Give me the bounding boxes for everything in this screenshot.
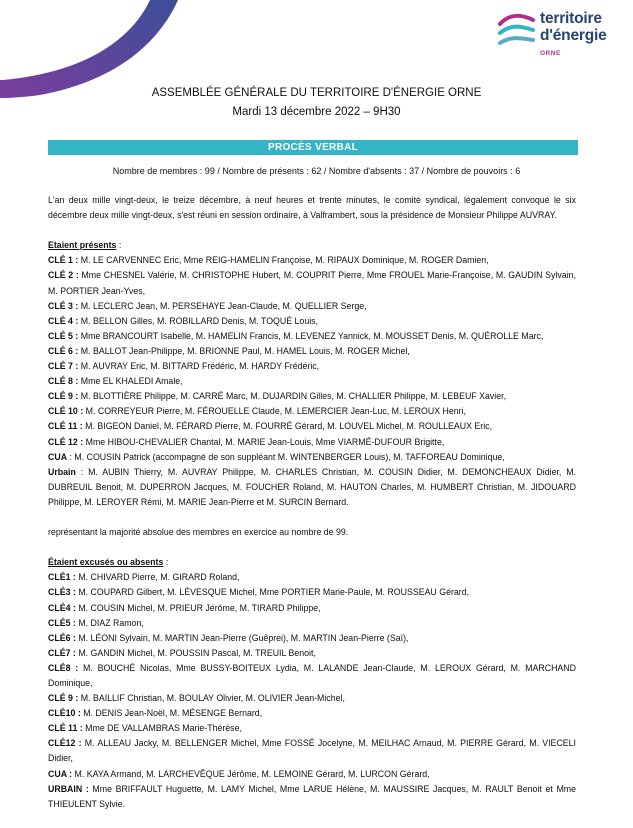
present-row bbox=[48, 359, 576, 374]
brand-logo bbox=[497, 10, 633, 62]
absent-row bbox=[48, 601, 576, 616]
present-heading bbox=[48, 238, 576, 253]
present-heading-suffix: : bbox=[116, 240, 122, 251]
present-row-names: : M. AUBIN Thierry, M. AUVRAY Philippe, M. CHARLES Christian, M. COUSIN Didier, M. DEMONCHEAUX Didier, M. DUBREUIL Benoit, M. DUPERRON Jacques, M. FOUCHER Roland, M. HAUTON Charles, M. HUMBERT Christian, M. JIDOUARD Philippe, M. LEROYER Rémi, M. MARIE Jean-Pierre et M. SURCIN Bernard. bbox=[48, 466, 576, 507]
present-row-label: CLÉ 11 : bbox=[48, 421, 83, 432]
absent-row-label: CLÉ10 : bbox=[48, 708, 81, 719]
document-title: ASSEMBLÉE GÉNÉRALE DU TERRITOIRE D'ÉNERGIE ORNE bbox=[151, 87, 482, 99]
absent-row-label: CLÉ8 : bbox=[48, 662, 79, 673]
present-row-label: CLÉ 10 : bbox=[48, 406, 84, 417]
present-row-label: CLÉ 9 : bbox=[48, 391, 79, 402]
present-row-names: M. CORREYEUR Pierre, M. FÉROUELLE Claude, M. LEMERCIER Jean-Luc, M. LEROUX Henri, bbox=[83, 406, 466, 417]
absent-heading-suffix: : bbox=[163, 557, 169, 568]
absent-row-names: M. DIAZ Ramon, bbox=[75, 617, 144, 628]
present-row bbox=[48, 374, 576, 389]
present-row bbox=[48, 344, 576, 359]
logo-line-3: ORNE bbox=[540, 50, 561, 57]
absent-row bbox=[48, 570, 576, 585]
absent-row-label: CLÉ 9 : bbox=[48, 693, 79, 704]
absent-row-label: CLÉ1 : bbox=[48, 572, 76, 583]
absent-row-names: M. LÉONI Sylvain, M. MARTIN Jean-Pierre (Guêprei), M. MARTIN Jean-Pierre (Saï), bbox=[75, 632, 409, 643]
intro-paragraph: L'an deux mille vingt-deux, le treize décembre, à neuf heures et trente minutes, le comité syndical, légalement convoqué le six décembre deux mille vingt-deux, s'est réuni en session ordinaire, à Valframbert, sous la présidence de Monsieur Philippe AUVRAY. bbox=[48, 195, 576, 221]
absent-row bbox=[48, 616, 576, 631]
present-row-names: M. AUVRAY Eric, M. BITTARD Frédéric, M. HARDY Frédéric, bbox=[78, 361, 320, 372]
present-row-names: M. BLOTTIÈRE Philippe, M. CARRÉ Marc, M. DUJARDIN Gilles, M. CHALLIER Philippe, M. LEBEUF Xavier, bbox=[78, 391, 507, 402]
absent-row-label: CUA : bbox=[48, 768, 73, 779]
absent-list bbox=[48, 570, 576, 812]
present-row-names: Mme EL KHALEDI Amale, bbox=[78, 376, 183, 387]
absent-row bbox=[48, 767, 576, 782]
present-row bbox=[48, 253, 576, 268]
present-row-label: CLÉ 12 : bbox=[48, 436, 84, 447]
present-row bbox=[48, 299, 576, 314]
present-row-names: Mme CHESNEL Valérie, M. CHRISTOPHE Hubert, M. COUPRIT Pierre, Mme FROUEL Marie-Françoise, M. GAUDIN Sylvain, M. PORTIER Jean-Yves, bbox=[48, 270, 576, 296]
present-row-label: CLÉ 8 : bbox=[48, 376, 79, 387]
present-row-label: CLÉ 5 : bbox=[48, 330, 79, 341]
absent-row-names: M. GANDIN Michel, M. POUSSIN Pascal, M. TREUIL Benoit, bbox=[75, 647, 316, 658]
absent-row-names: M. COUPARD Gilbert, M. LÉVESQUE Michel, Mme PORTIER Marie-Paule, M. ROUSSEAU Gérard, bbox=[75, 587, 470, 598]
absent-row-label: URBAIN : bbox=[48, 783, 89, 794]
section-banner: PROCÈS VERBAL bbox=[48, 140, 578, 155]
document-date: Mardi 13 décembre 2022 – 9H30 bbox=[232, 106, 401, 118]
present-row-label: Urbain bbox=[48, 466, 76, 477]
present-row-names: M. BIGEON Daniel, M. FÉRARD Pierre, M. FOURRÉ Gérard, M. LOUVEL Michel, M. ROULLEAUX Eric, bbox=[82, 421, 493, 432]
absent-heading bbox=[48, 555, 576, 570]
present-row-label: CLÉ 6 : bbox=[48, 345, 79, 356]
present-row bbox=[48, 450, 576, 465]
absent-row-names: Mme BRIFFAULT Huguette, M. LAMY Michel, Mme LARUE Hélène, M. MAUSSIRE Jacques, M. RAULT Benoit et Mme THIEULENT Sylvie. bbox=[48, 783, 576, 809]
absent-row bbox=[48, 631, 576, 646]
present-row bbox=[48, 419, 576, 434]
present-row bbox=[48, 389, 576, 404]
present-row-label: CLÉ 1 : bbox=[48, 255, 79, 266]
absent-row bbox=[48, 661, 576, 691]
present-row-names: M. BELLON Gilles, M. ROBILLARD Denis, M. TOQUÉ Louis, bbox=[78, 315, 319, 326]
present-row bbox=[48, 329, 576, 344]
absent-row bbox=[48, 585, 576, 600]
absent-row-label: CLÉ5 : bbox=[48, 617, 76, 628]
absent-row-label: CLÉ3 : bbox=[48, 587, 76, 598]
absent-row-label: CLÉ12 : bbox=[48, 738, 82, 749]
absent-row-names: M. BAILLIF Christian, M. BOULAY Olivier, M. OLIVIER Jean-Michel, bbox=[78, 693, 345, 704]
present-row-names: Mme BRANCOURT Isabelle, M. HAMELIN Francis, M. LEVENEZ Yannick, M. MOUSSET Denis, M. QUÉROLLE Marc, bbox=[78, 330, 544, 341]
absent-row bbox=[48, 646, 576, 661]
absent-row bbox=[48, 706, 576, 721]
present-row-names: Mme HIBOU-CHEVALIER Chantal, M. MARIE Jean-Louis, Mme VIARMÉ-DUFOUR Brigitte, bbox=[83, 436, 445, 447]
present-row bbox=[48, 314, 576, 329]
absent-row-names: M. DENIS Jean-Noël, M. MÉSENGE Bernard, bbox=[80, 708, 263, 719]
present-row-label: CLÉ 2 : bbox=[48, 270, 79, 281]
absent-row bbox=[48, 782, 576, 812]
absent-row-label: CLÉ 11 : bbox=[48, 723, 83, 734]
absent-row-label: CLÉ4 : bbox=[48, 602, 76, 613]
absent-row-names: M. ALLEAU Jacky, M. BELLENGER Michel, Mme FOSSÉ Jocelyne, M. MEILHAC Arnaud, M. PIERRE Gérard, M. VIECELI Didier, bbox=[48, 738, 576, 764]
present-row-label: CUA bbox=[48, 451, 68, 462]
logo-line-1: territoire bbox=[540, 10, 602, 27]
absent-row-label: CLÉ6 : bbox=[48, 632, 76, 643]
absent-row bbox=[48, 721, 576, 736]
present-heading-text: Etaient présents bbox=[48, 240, 117, 251]
absent-row-names: M. BOUCHÉ Nicolas, Mme BUSSY-BOITEUX Lydia, M. LALANDE Jean-Claude, M. LEROUX Gérard, M. MARCHAND Dominique, bbox=[48, 662, 576, 688]
present-row bbox=[48, 465, 576, 510]
absent-heading-text: Étaient excusés ou absents bbox=[48, 557, 164, 568]
absent-row bbox=[48, 736, 576, 766]
majority-statement: représentant la majorité absolue des membres en exercice au nombre de 99. bbox=[48, 527, 349, 538]
brand-logo-icon bbox=[497, 12, 537, 50]
absent-row-label: CLÉ7 : bbox=[48, 647, 76, 658]
attendance-counts: Nombre de membres : 99 / Nombre de présents : 62 / Nombre d'absents : 37 / Nombre de pouvoirs : 6 bbox=[112, 166, 521, 176]
present-row-names: M. LECLERC Jean, M. PERSEHAYE Jean-Claude, M. QUELLIER Serge, bbox=[78, 300, 367, 311]
document-body bbox=[48, 193, 576, 812]
present-row bbox=[48, 435, 576, 450]
present-row-label: CLÉ 7 : bbox=[48, 361, 79, 372]
absent-row-names: M. COUSIN Michel, M. PRIEUR Jérôme, M. TIRARD Philippe, bbox=[75, 602, 321, 613]
present-row bbox=[48, 404, 576, 419]
absent-row bbox=[48, 691, 576, 706]
present-row-names: : M. COUSIN Patrick (accompagné de son suppléant M. WINTENBERGER Louis), M. TAFFOREAU Dominique, bbox=[67, 451, 505, 462]
absent-row-names: M. KAYA Armand, M. LARCHEVÊQUE Jérôme, M. LEMOINE Gérard, M. LURCON Gérard, bbox=[72, 768, 430, 779]
absent-row-names: M. CHIVARD Pierre, M. GIRARD Roland, bbox=[75, 572, 240, 583]
absent-row-names: Mme DE VALLAMBRAS Marie-Thérèse, bbox=[82, 723, 242, 734]
present-row-label: CLÉ 4 : bbox=[48, 315, 79, 326]
present-row-names: M. BALLOT Jean-Philippe, M. BRIONNE Paul, M. HAMEL Louis, M. ROGER Michel, bbox=[78, 345, 410, 356]
present-row-label: CLÉ 3 : bbox=[48, 300, 79, 311]
present-row bbox=[48, 268, 576, 298]
present-row-names: M. LE CARVENNEC Eric, Mme REIG-HAMELIN Françoise, M. RIPAUX Dominique, M. ROGER Damien, bbox=[78, 255, 489, 266]
logo-line-2: d'énergie bbox=[540, 27, 607, 44]
present-list bbox=[48, 253, 576, 510]
